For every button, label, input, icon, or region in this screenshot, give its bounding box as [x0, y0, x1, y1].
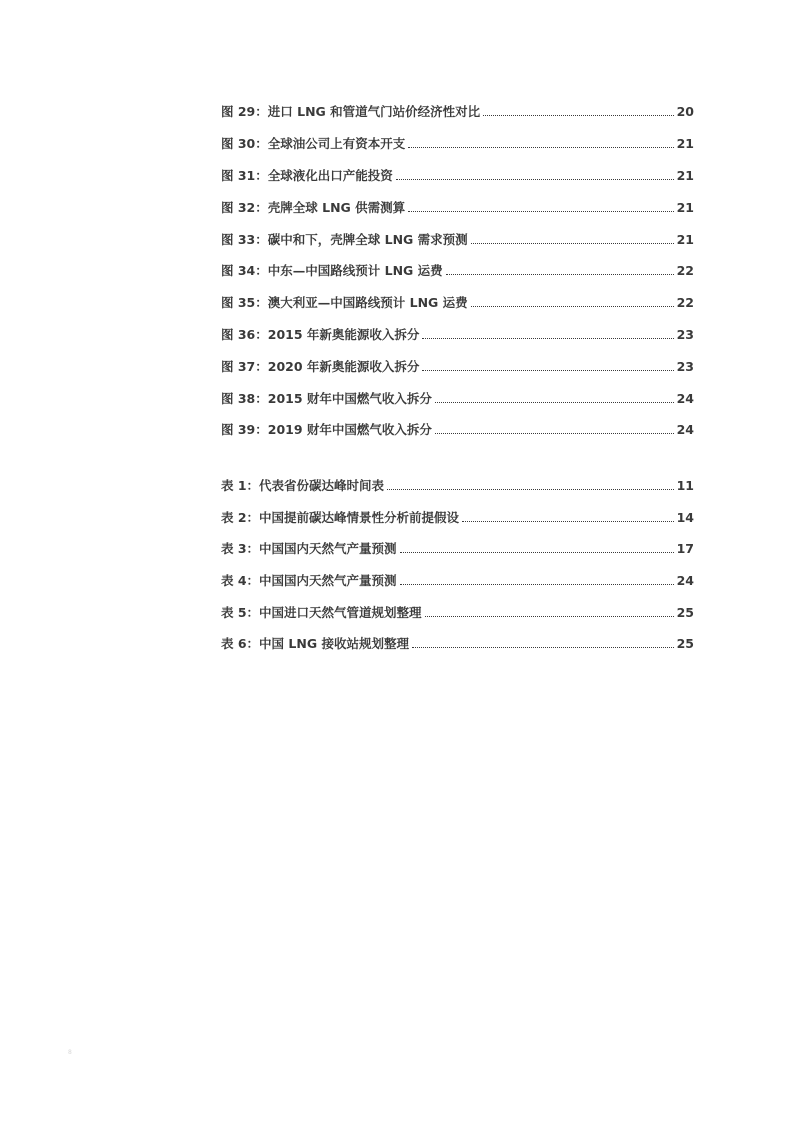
- entry-label: 表 1：代表省份碳达峰时间表: [221, 478, 385, 493]
- entry-label: 图 34：中东—中国路线预计 LNG 运费: [221, 263, 443, 278]
- toc-entry-figure-30[interactable]: [221, 132, 694, 152]
- page-number: 21: [676, 232, 694, 247]
- toc-entry-figure-31[interactable]: [221, 164, 694, 184]
- toc-entry-figure-37[interactable]: [221, 355, 694, 375]
- dot-leader: [471, 306, 674, 307]
- page-number: 21: [676, 200, 694, 215]
- page-number: 25: [676, 605, 694, 620]
- dot-leader: [425, 616, 674, 617]
- entry-label: 表 2：中国提前碳达峰情景性分析前提假设: [221, 510, 460, 525]
- entry-label: 图 31：全球液化出口产能投资: [221, 168, 393, 183]
- toc-entry-figure-33[interactable]: [221, 228, 694, 248]
- dot-leader: [483, 115, 673, 116]
- entry-label: 图 29：进口 LNG 和管道气门站价经济性对比: [221, 104, 481, 119]
- entry-label: 表 5：中国进口天然气管道规划整理: [221, 605, 422, 620]
- toc-entry-table-4[interactable]: [221, 569, 694, 589]
- toc-entry-table-1[interactable]: [221, 474, 694, 494]
- dot-leader: [400, 552, 674, 553]
- entry-label: 表 4：中国国内天然气产量预测: [221, 573, 397, 588]
- toc-entry-table-6[interactable]: [221, 632, 694, 652]
- toc-entry-figure-38[interactable]: [221, 387, 694, 407]
- page-number: 24: [676, 573, 694, 588]
- toc-entry-figure-39[interactable]: [221, 418, 694, 438]
- dot-leader: [462, 521, 674, 522]
- page-number: 24: [676, 391, 694, 406]
- page-number: 23: [676, 359, 694, 374]
- toc-entry-figure-36[interactable]: [221, 323, 694, 343]
- dot-leader: [471, 243, 674, 244]
- dot-leader: [412, 647, 674, 648]
- toc-entry-table-5[interactable]: [221, 601, 694, 621]
- entry-label: 图 37：2020 年新奥能源收入拆分: [221, 359, 420, 374]
- toc-entry-table-3[interactable]: [221, 537, 694, 557]
- entry-label: 图 33：碳中和下，壳牌全球 LNG 需求预测: [221, 232, 468, 247]
- dot-leader: [408, 147, 673, 148]
- entry-label: 图 36：2015 年新奥能源收入拆分: [221, 327, 420, 342]
- page-number: 20: [676, 104, 694, 119]
- dot-leader: [422, 370, 673, 371]
- entry-label: 图 35：澳大利亚—中国路线预计 LNG 运费: [221, 295, 468, 310]
- page-number: 24: [676, 422, 694, 437]
- dot-leader: [435, 433, 674, 434]
- entry-label: 表 3：中国国内天然气产量预测: [221, 541, 397, 556]
- dot-leader: [387, 489, 674, 490]
- page-number: 21: [676, 136, 694, 151]
- dot-leader: [435, 402, 674, 403]
- entry-label: 图 39：2019 财年中国燃气收入拆分: [221, 422, 432, 437]
- dot-leader: [446, 274, 674, 275]
- toc-entry-table-2[interactable]: [221, 506, 694, 526]
- page-number: 22: [676, 263, 694, 278]
- page-number: 17: [676, 541, 694, 556]
- page-number: 22: [676, 295, 694, 310]
- entry-label: 图 32：壳牌全球 LNG 供需测算: [221, 200, 406, 215]
- dot-leader: [396, 179, 674, 180]
- toc-entry-figure-35[interactable]: [221, 291, 694, 311]
- page-footer-mark: 8: [68, 1049, 72, 1056]
- page-number: 14: [676, 510, 694, 525]
- page-number: 23: [676, 327, 694, 342]
- page-number: 11: [676, 478, 694, 493]
- toc-entry-figure-34[interactable]: [221, 259, 694, 279]
- entry-label: 表 6：中国 LNG 接收站规划整理: [221, 636, 409, 651]
- entry-label: 图 38：2015 财年中国燃气收入拆分: [221, 391, 432, 406]
- entry-label: 图 30：全球油公司上有资本开支: [221, 136, 406, 151]
- toc-entry-figure-32[interactable]: [221, 196, 694, 216]
- dot-leader: [422, 338, 673, 339]
- dot-leader: [400, 584, 674, 585]
- dot-leader: [408, 211, 673, 212]
- toc-entry-figure-29[interactable]: [221, 100, 694, 120]
- page-number: 21: [676, 168, 694, 183]
- page-number: 25: [676, 636, 694, 651]
